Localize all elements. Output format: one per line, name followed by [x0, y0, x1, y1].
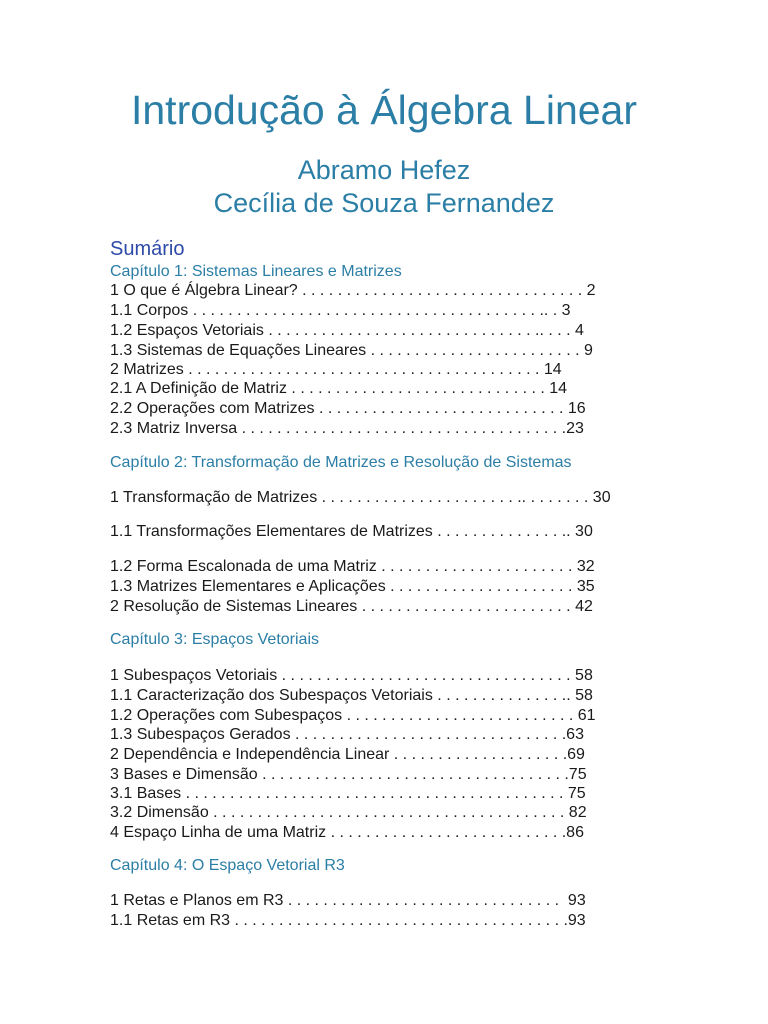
chapter-title: Capítulo 4: O Espaço Vetorial R3: [110, 857, 345, 874]
toc-entry: 2 Resolução de Sistemas Lineares . . . . . . . . . . . . . . . . . . . . . . . . 42: [110, 598, 593, 615]
toc-entry: 1.3 Subespaços Gerados . . . . . . . . . . . . . . . . . . . . . . . . . . . . . . .63: [110, 726, 584, 743]
toc-entry: 2 Matrizes . . . . . . . . . . . . . . . . . . . . . . . . . . . . . . . . . . . . . . . . 14: [110, 361, 562, 378]
toc-entry: 3.2 Dimensão . . . . . . . . . . . . . . . . . . . . . . . . . . . . . . . . . . . . . . . . 82: [110, 804, 587, 821]
toc-entry: 1.3 Matrizes Elementares e Aplicações . . . . . . . . . . . . . . . . . . . . . 35: [110, 578, 595, 595]
toc-entry: 1.3 Sistemas de Equações Lineares . . . . . . . . . . . . . . . . . . . . . . . . 9: [110, 342, 593, 359]
toc-entry: 3 Bases e Dimensão . . . . . . . . . . . . . . . . . . . . . . . . . . . . . . . . . . .75: [110, 766, 587, 783]
toc-entry: 1.1 Caracterização dos Subespaços Vetoriais . . . . . . . . . . . . . . .. 58: [110, 687, 593, 704]
author-name: Cecília de Souza Fernandez: [213, 188, 555, 218]
toc-entry: 1.2 Forma Escalonada de uma Matriz . . . . . . . . . . . . . . . . . . . . . . 32: [110, 558, 595, 575]
chapter-title: Capítulo 3: Espaços Vetoriais: [110, 631, 320, 648]
toc-entry: 2.2 Operações com Matrizes . . . . . . . . . . . . . . . . . . . . . . . . . . . . 16: [110, 400, 586, 417]
chapter-title: Capítulo 2: Transformação de Matrizes e Resolução de Sistemas: [110, 454, 572, 471]
author-name: Abramo Hefez: [297, 155, 471, 185]
document-title: Introdução à Álgebra Linear: [130, 87, 637, 133]
toc-entry: 1 O que é Álgebra Linear? . . . . . . . . . . . . . . . . . . . . . . . . . . . . . . . . 2: [110, 282, 596, 299]
toc-entry: 1.1 Retas em R3 . . . . . . . . . . . . . . . . . . . . . . . . . . . . . . . . . . . . . .93: [110, 912, 586, 929]
toc-entry: 1 Transformação de Matrizes . . . . . . . . . . . . . . . . . . . . . . .. . . . . . . . 30: [110, 489, 611, 506]
toc-entry: 2 Dependência e Independência Linear . . . . . . . . . . . . . . . . . . . .69: [110, 746, 585, 763]
chapter-title: Capítulo 1: Sistemas Lineares e Matrizes: [110, 263, 402, 280]
toc-heading: Sumário: [110, 238, 185, 260]
toc-entry: 1.1 Corpos . . . . . . . . . . . . . . . . . . . . . . . . . . . . . . . . . . . . . . . .. . 3: [110, 302, 571, 319]
toc-entry: 2.1 A Definição de Matriz . . . . . . . . . . . . . . . . . . . . . . . . . . . . . 14: [110, 380, 568, 397]
toc-entry: 1.2 Espaços Vetoriais . . . . . . . . . . . . . . . . . . . . . . . . . . . . . . .. . . . 4: [110, 322, 584, 339]
toc-entry: 3.1 Bases . . . . . . . . . . . . . . . . . . . . . . . . . . . . . . . . . . . . . . . . . . . 75: [110, 785, 586, 802]
toc-entry: 2.3 Matriz Inversa . . . . . . . . . . . . . . . . . . . . . . . . . . . . . . . . . . . . .23: [110, 420, 584, 437]
toc-entry: 1 Subespaços Vetoriais . . . . . . . . . . . . . . . . . . . . . . . . . . . . . . . . . 58: [110, 667, 593, 684]
toc-entry: 1.2 Operações com Subespaços . . . . . . . . . . . . . . . . . . . . . . . . . . 61: [110, 707, 596, 724]
toc-entry: 4 Espaço Linha de uma Matriz . . . . . . . . . . . . . . . . . . . . . . . . . . .86: [110, 824, 584, 841]
toc-entry: 1 Retas e Planos em R3 . . . . . . . . . . . . . . . . . . . . . . . . . . . . . . . 93: [110, 892, 586, 909]
toc-entry: 1.1 Transformações Elementares de Matrizes . . . . . . . . . . . . . . .. 30: [110, 523, 593, 540]
